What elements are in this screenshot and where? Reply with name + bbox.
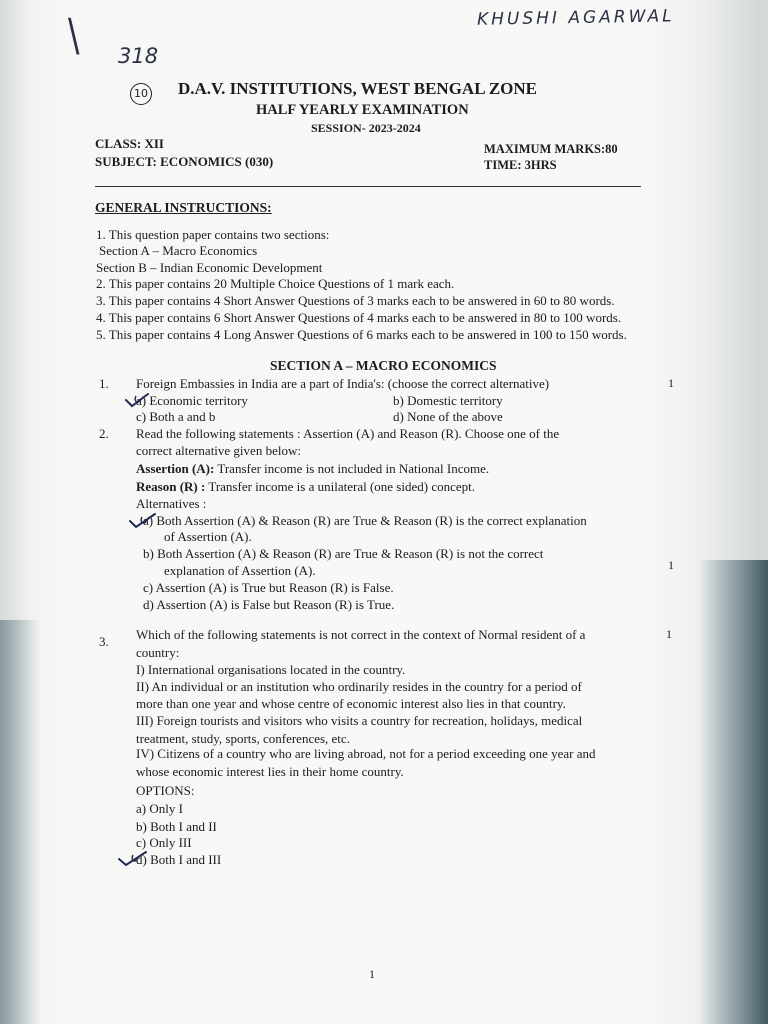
q3-line2: country: <box>136 645 180 660</box>
q3-statement-3a: III) Foreign tourists and visitors who visits a country for recreation, holidays, medical <box>136 713 583 728</box>
q3-statement-1: I) International organisations located in the country. <box>136 662 406 677</box>
instruction-line: 1. This question paper contains two sections: <box>96 227 330 242</box>
q3-statement-4a: IV) Citizens of a country who are living abroad, not for a period exceeding one year and <box>136 746 596 761</box>
q2-assertion <box>136 461 489 477</box>
q1-option-d: d) None of the above <box>393 409 503 424</box>
instruction-line: 5. This paper contains 4 Long Answer Questions of 6 marks each to be answered in 100 to 150 words. <box>96 327 627 342</box>
max-marks: MAXIMUM MARKS:80 <box>484 142 618 156</box>
q3-marks: 1 <box>666 627 672 641</box>
q1-option-a: a) Economic territory <box>136 393 248 408</box>
q2-option-d: d) Assertion (A) is False but Reason (R) is True. <box>143 597 395 612</box>
institution-title: D.A.V. INSTITUTIONS, WEST BENGAL ZONE <box>178 79 538 98</box>
checkmark-icon <box>124 392 150 410</box>
circled-marks-text: 10 <box>134 87 148 100</box>
circled-marks <box>130 83 152 105</box>
class: CLASS: XII <box>95 136 164 151</box>
q3-number: 3. <box>99 634 109 649</box>
reason-text: Transfer income is a unilateral (one sided) concept. <box>205 479 475 494</box>
q1-option-b: b) Domestic territory <box>393 393 503 408</box>
q1-marks: 1 <box>668 376 674 390</box>
q2-marks: 1 <box>668 558 674 572</box>
q3-options-heading: OPTIONS: <box>136 783 195 798</box>
q1-text: Foreign Embassies in India are a part of India's: (choose the correct alternative) <box>136 376 550 391</box>
q3-option-b: b) Both I and II <box>136 819 217 834</box>
q3-option-a: a) Only I <box>136 801 183 816</box>
instruction-line: 2. This paper contains 20 Multiple Choice Questions of 1 mark each. <box>96 276 455 291</box>
section-a-title: SECTION A – MACRO ECONOMICS <box>270 358 497 373</box>
q2-option-a1: a) Both Assertion (A) & Reason (R) are True & Reason (R) is the correct explanation <box>143 513 587 528</box>
time: TIME: 3HRS <box>484 158 557 172</box>
instruction-line: Section B – Indian Economic Development <box>96 260 323 275</box>
page-shadow-right <box>698 560 768 1024</box>
instructions-heading: GENERAL INSTRUCTIONS: <box>95 200 272 215</box>
instruction-line: Section A – Macro Economics <box>99 243 258 258</box>
instruction-line: 4. This paper contains 6 Short Answer Questions of 4 marks each to be answered in 80 to 100 words. <box>96 310 622 325</box>
q3-option-d: d) Both I and III <box>136 852 222 867</box>
q2-option-b2: explanation of Assertion (A). <box>164 563 316 578</box>
instruction-line: 3. This paper contains 4 Short Answer Questions of 3 marks each to be answered in 60 to 80 words. <box>96 293 615 308</box>
exam-title: HALF YEARLY EXAMINATION <box>256 102 469 118</box>
q2-alternatives: Alternatives : <box>136 496 207 511</box>
q2-number: 2. <box>99 426 109 441</box>
q2-line2: correct alternative given below: <box>136 443 301 458</box>
reason-label: Reason (R) : <box>136 479 206 494</box>
q3-option-c: c) Only III <box>136 835 192 850</box>
q2-option-b1: b) Both Assertion (A) & Reason (R) are True & Reason (R) is not the correct <box>143 546 544 561</box>
checkmark-icon <box>117 850 149 868</box>
checkmark-icon <box>128 512 158 530</box>
session: SESSION- 2023-2024 <box>311 121 421 135</box>
q3-statement-3b: treatment, study, sports, conferences, etc. <box>136 731 350 746</box>
q2-reason <box>136 479 475 495</box>
handwritten-roll: 318 <box>118 44 159 68</box>
q2-line1: Read the following statements : Assertion (A) and Reason (R). Choose one of the <box>136 426 560 441</box>
assertion-label: Assertion (A): <box>136 461 215 476</box>
page-shadow-left <box>0 620 40 1024</box>
assertion-text: Transfer income is not included in National Income. <box>214 461 490 476</box>
subject: SUBJECT: ECONOMICS (030) <box>95 154 274 169</box>
q2-option-a2: of Assertion (A). <box>164 529 252 544</box>
handwritten-name: KHUSHI AGARWAL <box>476 6 675 30</box>
header-divider <box>95 186 641 187</box>
page-number: 1 <box>369 967 375 981</box>
handwritten-stroke: \ <box>68 10 80 62</box>
q3-statement-2a: II) An individual or an institution who ordinarily resides in the country for a period of <box>136 679 582 694</box>
q1-option-c: c) Both a and b <box>136 409 216 424</box>
q3-line1: Which of the following statements is not correct in the context of Normal resident of a <box>136 627 586 642</box>
q3-statement-4b: whose economic interest lies in their home country. <box>136 764 404 779</box>
q2-option-c: c) Assertion (A) is True but Reason (R) is False. <box>143 580 394 595</box>
q3-statement-2b: more than one year and whose centre of economic interest also lies in that country. <box>136 696 566 711</box>
q1-number: 1. <box>99 376 109 391</box>
